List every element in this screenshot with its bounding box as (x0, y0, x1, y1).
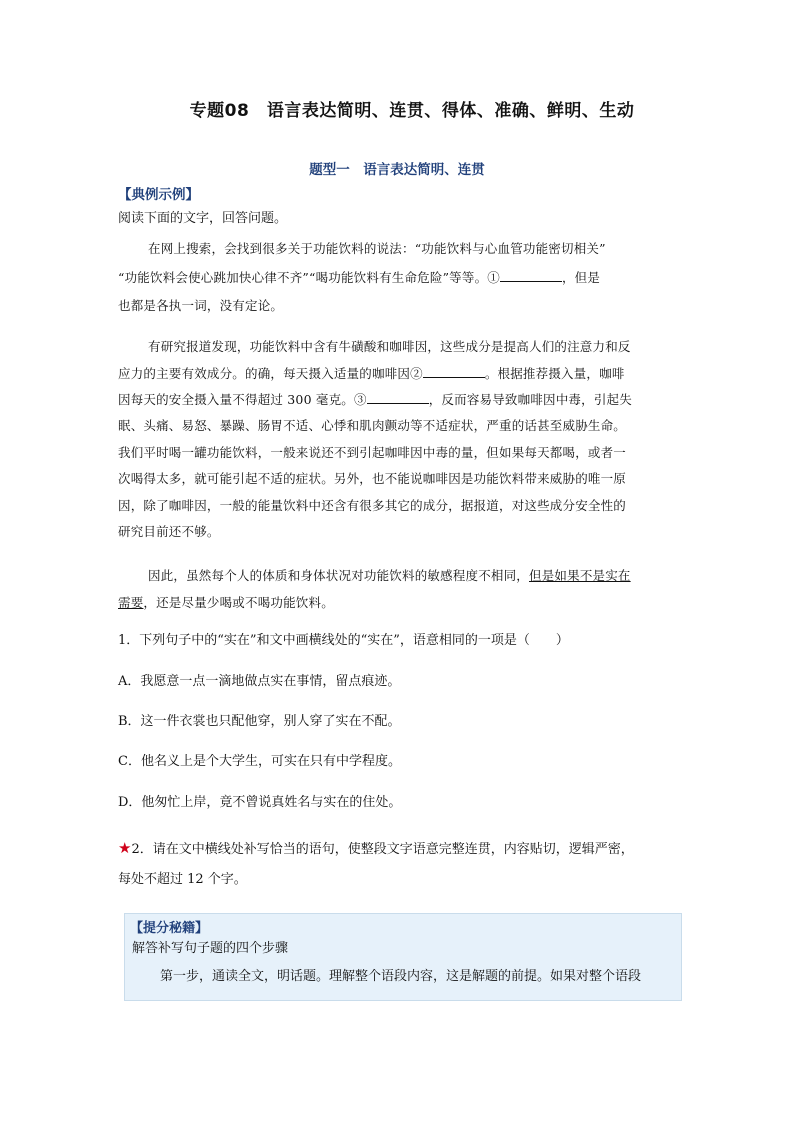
passage-text: 。根据推荐摄入量，咖啡 (484, 366, 625, 381)
passage-text: 因每天的安全摄入量不得超过 300 毫克。③ (118, 392, 367, 407)
underlined-phrase: 但是如果不是实在 (529, 568, 631, 583)
passage-p2-line4: 眠、头痛、易怒、暴躁、肠胃不适、心悸和肌肉颤动等不适症状，严重的话甚至威胁生命。 (118, 418, 627, 433)
option-b[interactable]: B．这一件衣裳也只配他穿，别人穿了实在不配。 (118, 714, 401, 729)
passage-text: 因此，虽然每个人的体质和身体状况对功能饮料的敏感程度不相同， (148, 568, 530, 583)
question-2-line1 (118, 838, 634, 860)
question-2-text: 2．请在文中横线处补写恰当的语句，使整段文字语意完整连贯，内容贴切，逻辑严密， (131, 842, 634, 857)
passage-p2-line5: 我们平时喝一罐功能饮料，一般来说还不到引起咖啡因中毒的量，但如果每天都喝，或者一 (118, 445, 627, 460)
passage-text: ，反而容易导致咖啡因中毒，引起失 (428, 392, 632, 407)
fill-blank-2[interactable] (423, 364, 485, 378)
passage-p2-line1: 有研究报道发现，功能饮料中含有牛磺酸和咖啡因，这些成分是提高人们的注意力和反 (148, 339, 631, 354)
page-title: 专题08 语言表达简明、连贯、得体、准确、鲜明、生动 (189, 101, 635, 121)
tip-heading: 解答补写句子题的四个步骤 (132, 941, 289, 956)
passage-p1-line3: 也都是各执一词，没有定论。 (118, 298, 284, 313)
passage-p2-line2 (118, 364, 625, 382)
passage-p2-line3 (118, 390, 632, 408)
passage-p1-line2 (118, 268, 600, 286)
passage-p3-line2 (118, 593, 334, 611)
tip-step-1: 第一步，通读全文，明话题。理解整个语段内容，这是解题的前提。如果对整个语段 (160, 969, 642, 984)
passage-p3-line1 (148, 566, 631, 584)
passage-p2-line6: 次喝得太多，就可能引起不适的症状。另外，也不能说咖啡因是功能饮料带来威胁的唯一原 (118, 471, 627, 486)
option-c[interactable]: C．他名义上是个大学生，可实在只有中学程度。 (118, 754, 401, 769)
passage-p1-line1: 在网上搜索，会找到很多关于功能饮料的说法：“功能饮料与心血管功能密切相关” (148, 241, 606, 256)
star-icon: ★ (118, 839, 132, 857)
question-2-line2: 每处不超过 12 个字。 (118, 872, 247, 887)
passage-text: ，但是 (561, 270, 601, 285)
option-a[interactable]: A．我愿意一点一滴地做点实在事情，留点痕迹。 (118, 674, 401, 689)
passage-text: 应力的主要有效成分。的确，每天摄入适量的咖啡因② (118, 366, 423, 381)
section-subtitle: 题型一 语言表达简明、连贯 (309, 162, 485, 178)
passage-p2-line8: 研究目前还不够。 (118, 524, 220, 539)
instruction-text: 阅读下面的文字，回答问题。 (118, 211, 288, 226)
option-d[interactable]: D．他匆忙上岸，竟不曾说真姓名与实在的住处。 (118, 795, 402, 810)
passage-text: “功能饮料会使心跳加快心律不齐”“喝功能饮料有生命危险”等等。① (118, 270, 500, 285)
passage-text: ，还是尽量少喝或不喝功能饮料。 (143, 595, 334, 610)
question-1-stem: 1．下列句子中的“实在”和文中画横线处的“实在”，语意相同的一项是（ ） (118, 633, 569, 648)
tip-title: 【提分秘籍】 (130, 921, 209, 936)
fill-blank-1[interactable] (500, 268, 562, 282)
underlined-phrase: 需要 (118, 595, 144, 610)
fill-blank-3[interactable] (367, 390, 429, 404)
passage-p2-line7: 因，除了咖啡因，一般的能量饮料中还含有很多其它的成分，据报道，对这些成分安全性的 (118, 498, 627, 513)
example-label: 【典例示例】 (118, 187, 199, 203)
